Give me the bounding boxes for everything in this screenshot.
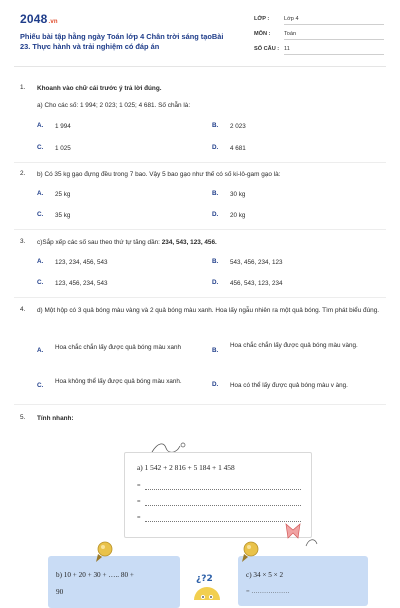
header-divider	[14, 66, 386, 67]
answer-line-1	[137, 483, 141, 489]
dotted-line	[145, 489, 301, 490]
option-letter: C.	[37, 211, 44, 218]
option-text: 35 kg	[55, 212, 71, 219]
question-text: a) Cho các số: 1 994; 2 023; 1 025; 4 681. Số chẵn là:	[37, 102, 191, 109]
site-logo[interactable]	[20, 12, 58, 26]
document-title: Phiếu bài tập hằng ngày Toán lớp 4 Chân trời sáng tạoBài 23. Thực hành và trải nghiệm có đáp án	[20, 32, 224, 51]
meta-count	[254, 46, 384, 52]
expression-a: a) 1 542 + 2 816 + 5 184 + 1 458	[137, 463, 235, 472]
question-divider	[14, 404, 386, 405]
question-text: d) Một hộp có 3 quả bóng màu vàng và 2 quả bóng màu xanh. Hoa lấy ngẫu nhiên ra một quả bóng. Tìm phát biểu đúng.	[37, 307, 380, 314]
meta-count-value: 11	[284, 46, 290, 52]
dotted-line	[145, 505, 301, 506]
answer-line-2	[137, 499, 141, 505]
equals-sign: =	[137, 515, 141, 521]
question-number: 3.	[20, 238, 26, 245]
option-letter: B.	[212, 190, 219, 197]
option-letter: A.	[37, 258, 44, 265]
swirl-decoration-icon	[304, 536, 320, 552]
option-letter: D.	[212, 279, 219, 286]
meta-class	[254, 16, 384, 22]
meta-subject-value: Toán	[284, 31, 297, 37]
equals-sign: =	[137, 499, 141, 505]
header	[0, 0, 400, 66]
option-letter: D.	[212, 381, 219, 388]
option-text: 123, 456, 234, 543	[55, 280, 108, 287]
option-text: 123, 234, 456, 543	[55, 259, 108, 266]
question-text-prefix: c)Sắp xếp các số sau theo thứ tự tăng dần:	[37, 239, 162, 246]
option-letter: C.	[37, 279, 44, 286]
meta-subject	[254, 31, 384, 37]
option-letter: D.	[212, 144, 219, 151]
ribbon-decoration-icon	[282, 522, 304, 542]
option-letter: A.	[37, 190, 44, 197]
expression-c: c) 34 × 5 × 2	[246, 571, 284, 579]
option-letter: B.	[212, 347, 219, 354]
option-letter: C.	[37, 144, 44, 151]
pushpin-icon	[92, 540, 116, 564]
option-letter: A.	[37, 122, 44, 129]
question-text	[37, 238, 385, 248]
option-letter: C.	[37, 382, 44, 389]
logo-text: 2048	[20, 12, 48, 26]
option-text: 4 681	[230, 145, 246, 152]
option-text: 1 994	[55, 123, 71, 130]
option-text: 543, 456, 234, 123	[230, 259, 283, 266]
expression-b-line-2: 90	[56, 588, 64, 596]
question-number: 5.	[20, 414, 26, 421]
equals-sign: =	[137, 483, 141, 489]
option-text: Hoa có thể lấy được quả bóng màu v àng.	[230, 382, 348, 389]
logo-suffix: .vn	[48, 19, 58, 25]
question-text-numbers: 234, 543, 123, 456.	[161, 239, 217, 246]
meta-class-label: LỚP :	[254, 16, 270, 22]
question-divider	[14, 297, 386, 298]
question-heading: Khoanh vào chữ cái trước ý trả lời đúng.	[37, 85, 162, 92]
option-text: 20 kg	[230, 212, 246, 219]
meta-count-label: SỐ CÂU :	[254, 46, 280, 52]
option-letter: B.	[212, 258, 219, 265]
expression-c-answer-line: = ………………	[246, 588, 290, 595]
meta-class-value: Lớp 4	[284, 16, 299, 22]
option-text: 25 kg	[55, 191, 71, 198]
mascot-question-mark: ¿?2	[196, 574, 213, 584]
option-text: 456, 543, 123, 234	[230, 280, 283, 287]
meta-underline	[284, 54, 384, 55]
meta-underline	[284, 24, 384, 25]
option-text: 30 kg	[230, 191, 246, 198]
pushpin-icon	[238, 540, 262, 564]
dotted-line	[145, 521, 301, 522]
meta-underline	[284, 39, 384, 40]
option-text: Hoa chắc chắn lấy được quả bóng màu xanh	[55, 344, 181, 351]
question-number: 1.	[20, 84, 26, 91]
question-number: 2.	[20, 170, 26, 177]
answer-line-3	[137, 515, 141, 521]
expression-b-line-1: b) 10 + 20 + 30 + ….. 80 +	[56, 571, 134, 579]
question-number: 4.	[20, 306, 26, 313]
question-text: b) Có 35 kg gạo đựng đều trong 7 bao. Vậy 5 bao gạo như thế có số ki-lô-gam gạo là:	[37, 171, 281, 178]
option-letter: A.	[37, 347, 44, 354]
option-text: 1 025	[55, 145, 71, 152]
option-letter: B.	[212, 122, 219, 129]
question-divider	[14, 229, 386, 230]
option-text: 2 023	[230, 123, 246, 130]
option-letter: D.	[212, 211, 219, 218]
question-heading: Tính nhanh:	[37, 415, 74, 422]
meta-subject-label: MÔN :	[254, 31, 271, 37]
option-text: Hoa không thể lấy được quả bóng màu xanh.	[55, 378, 182, 385]
question-divider	[14, 162, 386, 163]
option-text: Hoa chắc chắn lấy được quả bóng màu vàng.	[230, 342, 358, 349]
